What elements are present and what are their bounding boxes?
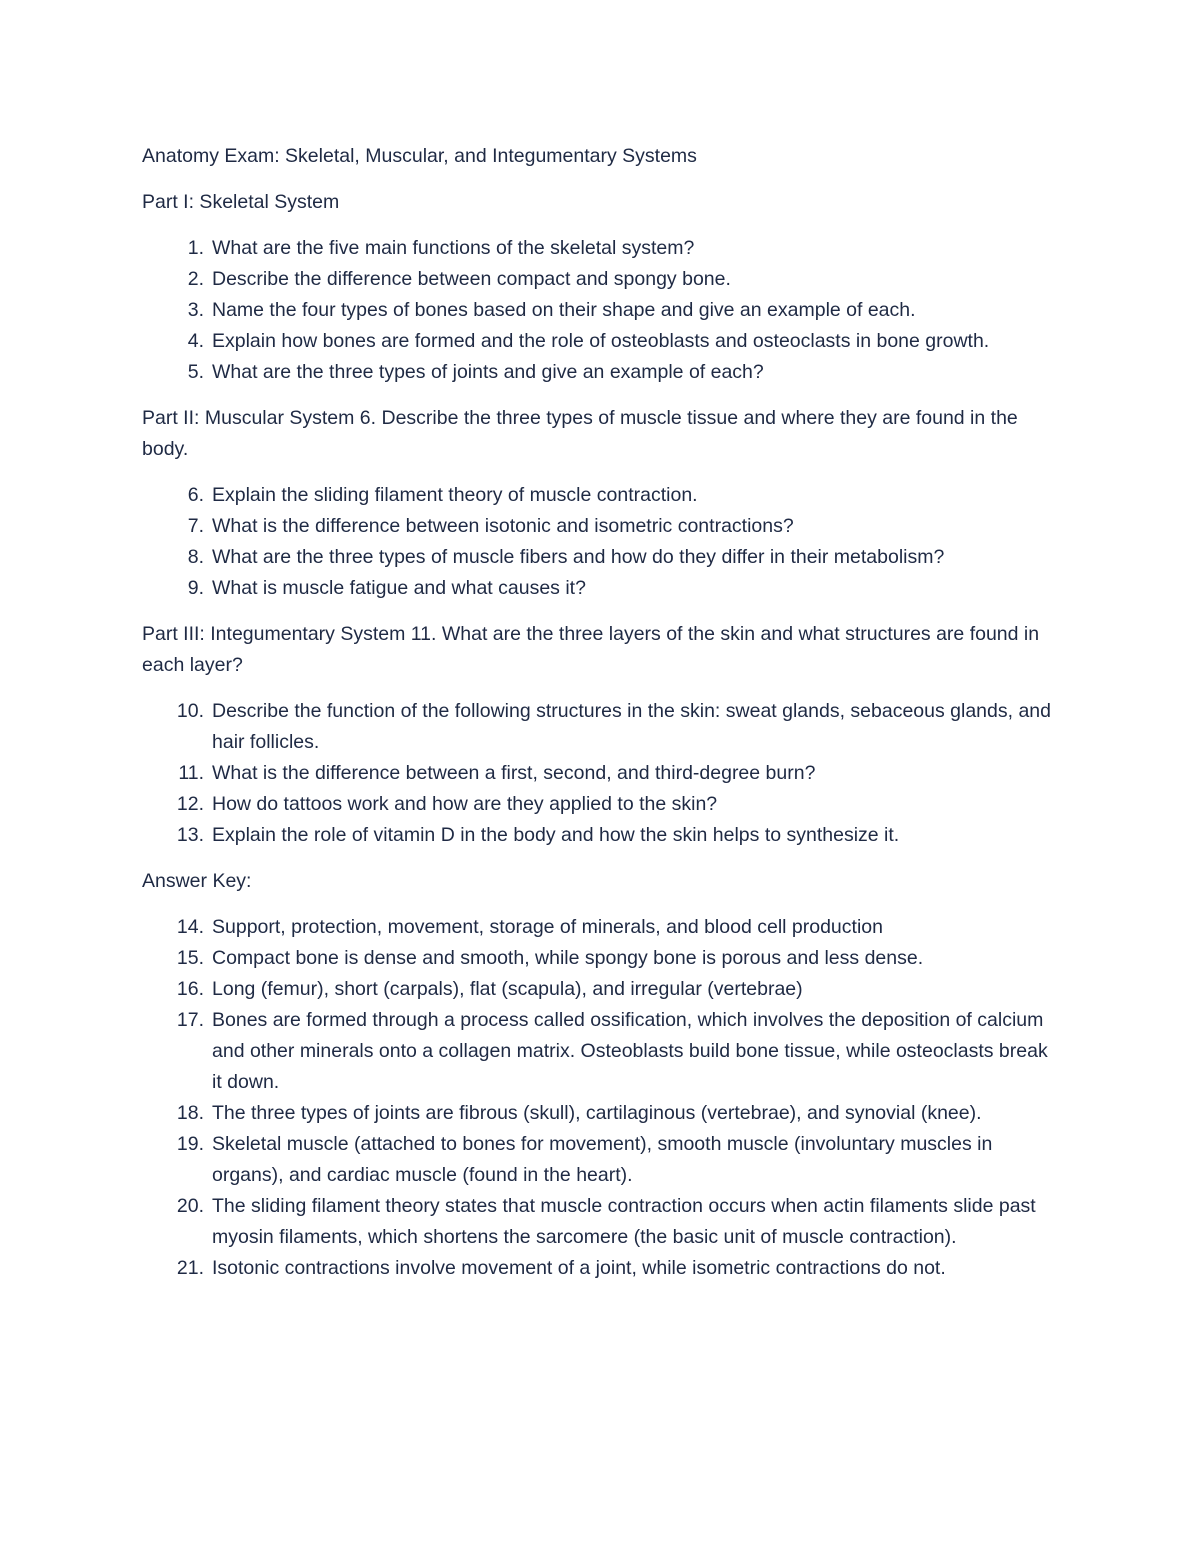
question-number: 7. [187,515,204,537]
question-text: What is the difference between a first, second, and third-degree burn? [212,762,816,784]
answer-number: 15. [176,947,204,969]
answer-key-heading: Answer Key: [142,870,252,892]
part-1-heading: Part I: Skeletal System [142,191,340,213]
answer-number: 17. [176,1009,204,1031]
question-item [142,233,1062,264]
answer-item [142,1098,1062,1129]
question-text: How do tattoos work and how are they applied to the skin? [212,793,718,815]
question-text: What is the difference between isotonic and isometric contractions? [212,515,794,537]
answer-number: 21. [176,1257,204,1279]
part-3-question-list [142,696,1062,851]
question-number: 6. [187,484,204,506]
question-text: What is muscle fatigue and what causes it? [212,577,586,599]
answer-item [142,974,1062,1005]
exam-title: Anatomy Exam: Skeletal, Muscular, and Integumentary Systems [142,145,697,167]
question-item [142,696,1062,758]
answer-text: Skeletal muscle (attached to bones for movement), smooth muscle (involuntary muscles in organs), and cardiac muscle (found in the heart). [212,1133,993,1186]
question-text: What are the three types of muscle fibers and how do they differ in their metabolism? [212,546,945,568]
question-number: 10. [176,700,204,722]
document-body [142,141,1062,1299]
question-text: Explain the sliding filament theory of muscle contraction. [212,484,698,506]
question-text: Describe the function of the following structures in the skin: sweat glands, sebaceous glands, and hair follicles. [212,700,1051,753]
question-item [142,511,1062,542]
answer-number: 20. [176,1195,204,1217]
answer-text: The sliding filament theory states that muscle contraction occurs when actin filaments slide past myosin filaments, which shortens the sarcomere (the basic unit of muscle contraction). [212,1195,1036,1248]
answer-key-list [142,912,1062,1284]
question-item [142,573,1062,604]
question-item [142,264,1062,295]
question-text: What are the five main functions of the skeletal system? [212,237,695,259]
question-number: 2. [187,268,204,290]
answer-number: 18. [176,1102,204,1124]
question-item [142,357,1062,388]
part-3-heading: Part III: Integumentary System 11. What are the three layers of the skin and what structures are found in each layer? [142,623,1040,676]
answer-item [142,943,1062,974]
question-text: What are the three types of joints and give an example of each? [212,361,764,383]
question-number: 11. [178,762,204,784]
answer-item [142,1253,1062,1284]
answer-item [142,912,1062,943]
question-number: 5. [187,361,204,383]
question-text: Explain how bones are formed and the role of osteoblasts and osteoclasts in bone growth. [212,330,990,352]
answer-text: The three types of joints are fibrous (skull), cartilaginous (vertebrae), and synovial (knee). [212,1102,982,1124]
part-1-question-list [142,233,1062,388]
question-item [142,480,1062,511]
answer-text: Isotonic contractions involve movement of a joint, while isometric contractions do not. [212,1257,946,1279]
answer-item [142,1005,1062,1098]
answer-text: Bones are formed through a process called ossification, which involves the deposition of calcium and other minerals onto a collagen matrix. Osteoblasts build bone tissue, while osteoclasts break it down. [212,1009,1048,1093]
question-item [142,820,1062,851]
question-text: Name the four types of bones based on their shape and give an example of each. [212,299,916,321]
question-item [142,326,1062,357]
part-2-question-list [142,480,1062,604]
answer-text: Support, protection, movement, storage of minerals, and blood cell production [212,916,883,938]
answer-item [142,1191,1062,1253]
part-2-heading: Part II: Muscular System 6. Describe the three types of muscle tissue and where they are found in the body. [142,407,1018,460]
question-text: Describe the difference between compact and spongy bone. [212,268,731,290]
question-number: 3. [187,299,204,321]
answer-number: 14. [176,916,204,938]
answer-text: Compact bone is dense and smooth, while spongy bone is porous and less dense. [212,947,924,969]
answer-text: Long (femur), short (carpals), flat (scapula), and irregular (vertebrae) [212,978,803,1000]
question-item [142,789,1062,820]
question-text: Explain the role of vitamin D in the body and how the skin helps to synthesize it. [212,824,900,846]
question-number: 9. [187,577,204,599]
question-number: 8. [187,546,204,568]
question-item [142,295,1062,326]
answer-number: 16. [176,978,204,1000]
question-number: 1. [187,237,204,259]
question-item [142,758,1062,789]
answer-number: 19. [176,1133,204,1155]
answer-item [142,1129,1062,1191]
question-number: 4. [187,330,204,352]
question-number: 13. [176,824,204,846]
question-item [142,542,1062,573]
question-number: 12. [176,793,204,815]
